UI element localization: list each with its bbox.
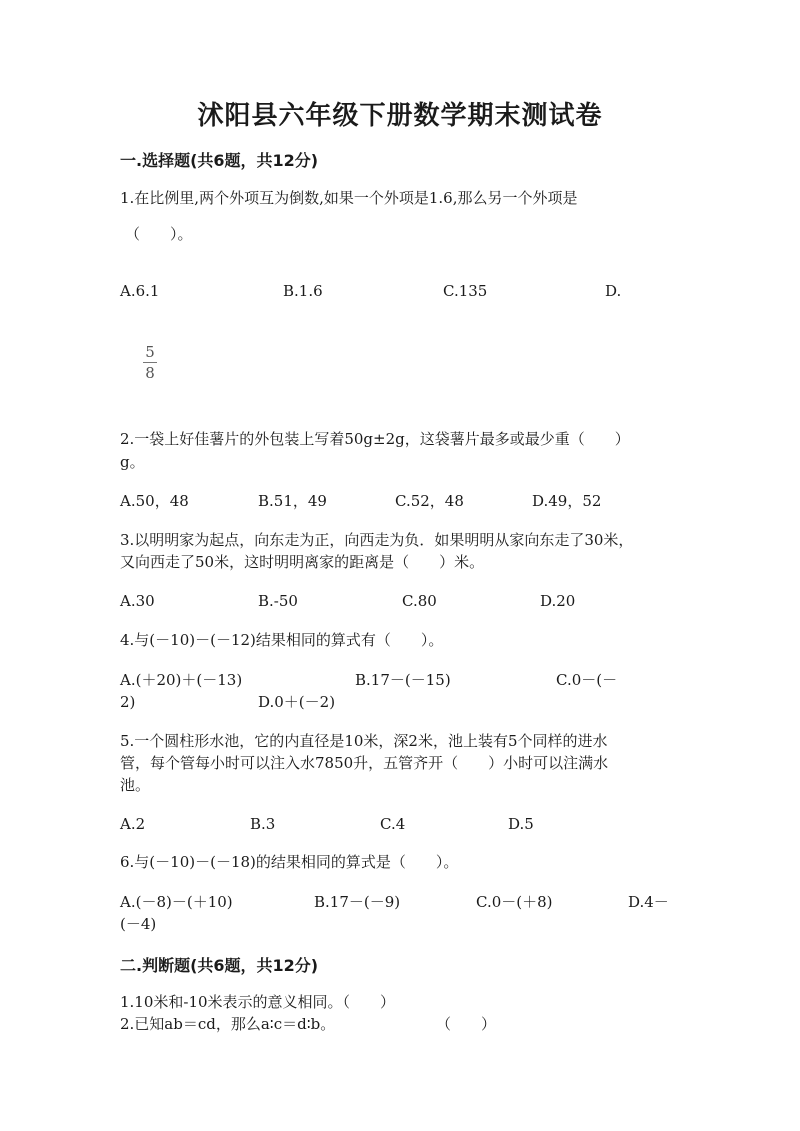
question-3-option-d: D.20 bbox=[540, 592, 576, 610]
question-2-text: 2.一袋上好佳薯片的外包装上写着50g±2g，这袋薯片最多或最少重（ ） bbox=[120, 430, 630, 448]
question-4-option-c: C.0－(－ bbox=[556, 671, 618, 689]
question-1-option-a: A.6.1 bbox=[120, 282, 160, 300]
question-1-option-d: D. bbox=[605, 282, 622, 300]
question-1-blank: （ ）。 bbox=[125, 225, 193, 243]
question-3-text: 3.以明明家为起点，向东走为正，向西走为负．如果明明从家向东走了30米， bbox=[120, 531, 634, 549]
question-4-option-a: A.(＋20)＋(－13) bbox=[120, 671, 243, 689]
question-6-option-b: B.17－(－9) bbox=[314, 893, 401, 911]
question-2-option-b: B.51，49 bbox=[258, 492, 327, 510]
question-4-option-b: B.17－(－15) bbox=[355, 671, 451, 689]
question-5-text-end: 池。 bbox=[120, 776, 151, 794]
question-1-option-b: B.1.6 bbox=[283, 282, 323, 300]
fraction-bar bbox=[143, 362, 157, 363]
question-2-text-cont: g。 bbox=[120, 453, 145, 471]
question-4-option-d: D.0＋(－2) bbox=[258, 693, 336, 711]
question-2-option-c: C.52，48 bbox=[395, 492, 464, 510]
question-5-option-a: A.2 bbox=[120, 815, 146, 833]
question-5-text: 5.一个圆柱形水池，它的内直径是10米，深2米，池上装有5个同样的进水 bbox=[120, 732, 608, 750]
section-heading-true-false: 二.判断题(共6题，共12分) bbox=[120, 956, 319, 975]
question-6-option-c: C.0－(＋8) bbox=[476, 893, 553, 911]
question-2-option-a: A.50，48 bbox=[120, 492, 189, 510]
question-4-text: 4.与(－10)－(－12)结果相同的算式有（ ）。 bbox=[120, 631, 444, 649]
question-2-option-d: D.49，52 bbox=[532, 492, 602, 510]
question-3-option-c: C.80 bbox=[402, 592, 437, 610]
question-6-option-d-cont: (－4) bbox=[120, 915, 157, 933]
question-6-option-d: D.4－ bbox=[628, 893, 669, 911]
question-6-option-a: A.(－8)－(＋10) bbox=[120, 893, 233, 911]
question-5-option-b: B.3 bbox=[250, 815, 276, 833]
question-5-text-cont: 管，每个管每小时可以注入水7850升，五管齐开（ ）小时可以注满水 bbox=[120, 754, 609, 772]
question-3-option-a: A.30 bbox=[120, 592, 155, 610]
question-4-option-c-cont: 2) bbox=[120, 693, 136, 711]
question-5-option-d: D.5 bbox=[508, 815, 534, 833]
page-title: 沭阳县六年级下册数学期末测试卷 bbox=[197, 101, 603, 131]
true-false-question-2: 2.已知ab＝cd，那么a∶c＝d∶b。 bbox=[120, 1015, 336, 1033]
question-6-text: 6.与(－10)－(－18)的结果相同的算式是（ ）。 bbox=[120, 853, 459, 871]
question-3-option-b: B.-50 bbox=[258, 592, 298, 610]
fraction-denominator: 8 bbox=[145, 364, 155, 382]
true-false-question-1: 1.10米和-10米表示的意义相同。（ ） bbox=[120, 993, 396, 1011]
question-1-option-d-fraction bbox=[140, 344, 160, 381]
question-3-text-cont: 又向西走了50米，这时明明离家的距离是（ ）米。 bbox=[120, 553, 485, 571]
true-false-question-2-blank: （ ） bbox=[436, 1015, 497, 1033]
fraction-numerator: 5 bbox=[145, 343, 155, 361]
question-1-option-c: C.135 bbox=[443, 282, 488, 300]
question-1-text: 1.在比例里,两个外项互为倒数,如果一个外项是1.6,那么另一个外项是 bbox=[120, 189, 578, 207]
section-heading-choice: 一.选择题(共6题，共12分) bbox=[120, 151, 319, 170]
question-5-option-c: C.4 bbox=[380, 815, 406, 833]
